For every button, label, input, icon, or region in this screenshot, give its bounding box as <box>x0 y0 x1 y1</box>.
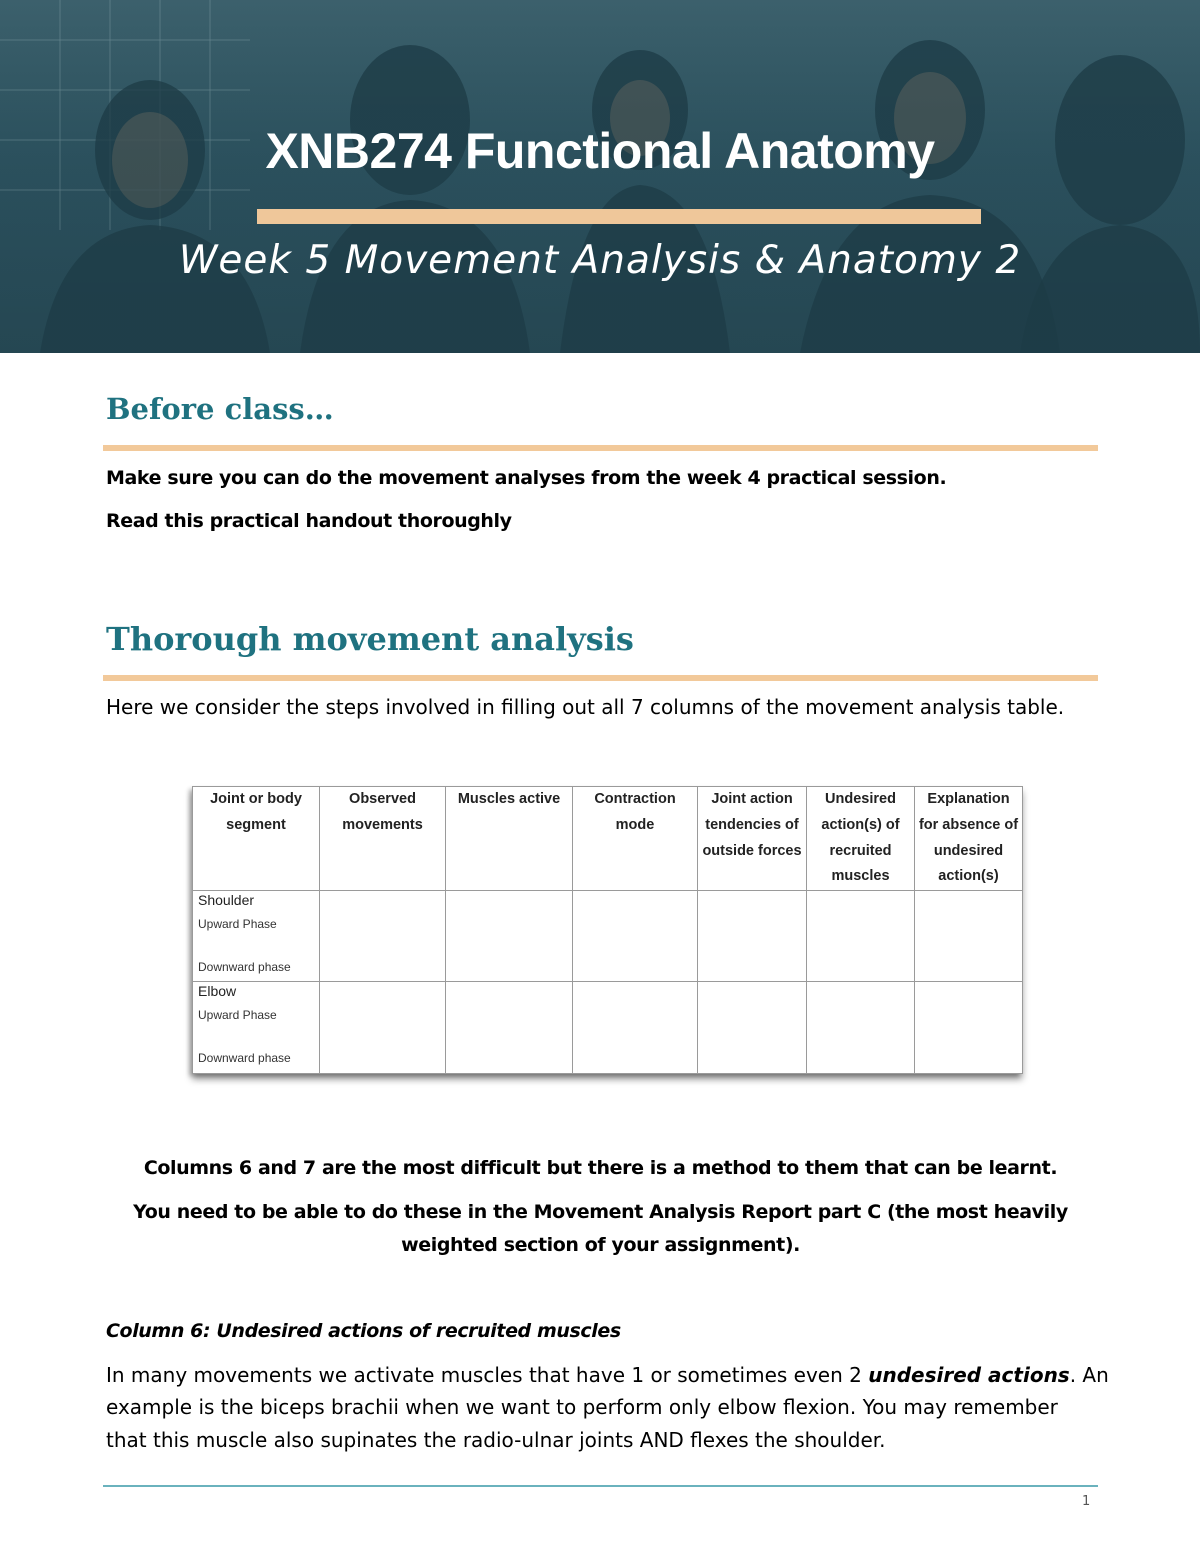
column-6-paragraph-line-3: that this muscle also supinates the radio-ulnar joints AND flexes the shoulder. <box>106 1428 886 1452</box>
column-6-paragraph-line-1 <box>106 1359 1109 1391</box>
column-header: Contraction mode <box>573 787 698 891</box>
section-divider <box>103 675 1098 681</box>
page-number: 1 <box>1082 1494 1091 1509</box>
document-subtitle: Week 5 Movement Analysis & Anatomy 2 <box>178 238 1022 283</box>
column-6-heading: Column 6: Undesired actions of recruited muscles <box>106 1320 621 1342</box>
column-header: Observed movements <box>320 787 446 891</box>
header-banner <box>0 0 1200 353</box>
table-cell <box>320 982 446 1074</box>
thorough-intro-text: Here we consider the steps involved in filling out all 7 columns of the movement analysis table. <box>106 695 1065 719</box>
table-cell <box>320 891 446 982</box>
table-header-row <box>193 787 1023 891</box>
table-cell <box>446 982 573 1074</box>
before-class-line-2: Read this practical handout thoroughly <box>106 510 512 532</box>
text-run: . An <box>1069 1363 1109 1387</box>
table-cell-segment <box>193 982 320 1074</box>
table-cell <box>573 982 698 1074</box>
phase-label: Upward Phase <box>198 1008 277 1023</box>
column-header: Muscles active <box>446 787 573 891</box>
table-row <box>193 982 1023 1074</box>
column-header: Explanation for absence of undesired action(s) <box>915 787 1023 891</box>
table-cell <box>573 891 698 982</box>
document-title: XNB274 Functional Anatomy <box>265 123 935 179</box>
table-cell <box>807 982 915 1074</box>
segment-name: Elbow <box>198 983 237 1000</box>
section-heading-thorough-analysis: Thorough movement analysis <box>106 620 634 658</box>
footer-divider <box>103 1485 1098 1487</box>
table-cell <box>807 891 915 982</box>
column-header: Joint action tendencies of outside forces <box>698 787 807 891</box>
column-6-paragraph-line-2: example is the biceps brachii when we want to perform only elbow flexion. You may remember <box>106 1395 1058 1419</box>
table-cell <box>698 982 807 1074</box>
before-class-line-1: Make sure you can do the movement analyses from the week 4 practical session. <box>106 467 947 489</box>
table-cell <box>915 982 1023 1074</box>
note-difficult-columns: Columns 6 and 7 are the most difficult but there is a method to them that can be learnt. <box>143 1157 1058 1179</box>
table-cell <box>446 891 573 982</box>
text-run: In many movements we activate muscles that have 1 or sometimes even 2 <box>106 1363 869 1387</box>
section-divider <box>103 445 1098 451</box>
table-cell <box>915 891 1023 982</box>
table-cell <box>698 891 807 982</box>
section-heading-before-class: Before class… <box>106 392 334 426</box>
movement-analysis-table-image <box>192 786 1022 1073</box>
phase-label: Downward phase <box>198 960 291 975</box>
emphasis-undesired-actions: undesired actions <box>868 1363 1070 1387</box>
table-row <box>193 891 1023 982</box>
table-cell-segment <box>193 891 320 982</box>
segment-name: Shoulder <box>198 892 255 909</box>
column-header: Joint or body segment <box>193 787 320 891</box>
phase-label: Upward Phase <box>198 917 277 932</box>
title-divider <box>257 209 981 224</box>
column-header: Undesired action(s) of recruited muscles <box>807 787 915 891</box>
movement-analysis-table <box>192 786 1023 1074</box>
note-report-line-1: You need to be able to do these in the Movement Analysis Report part C (the most heavily <box>133 1201 1068 1223</box>
phase-label: Downward phase <box>198 1051 291 1066</box>
note-report-line-2: weighted section of your assignment). <box>401 1234 800 1256</box>
